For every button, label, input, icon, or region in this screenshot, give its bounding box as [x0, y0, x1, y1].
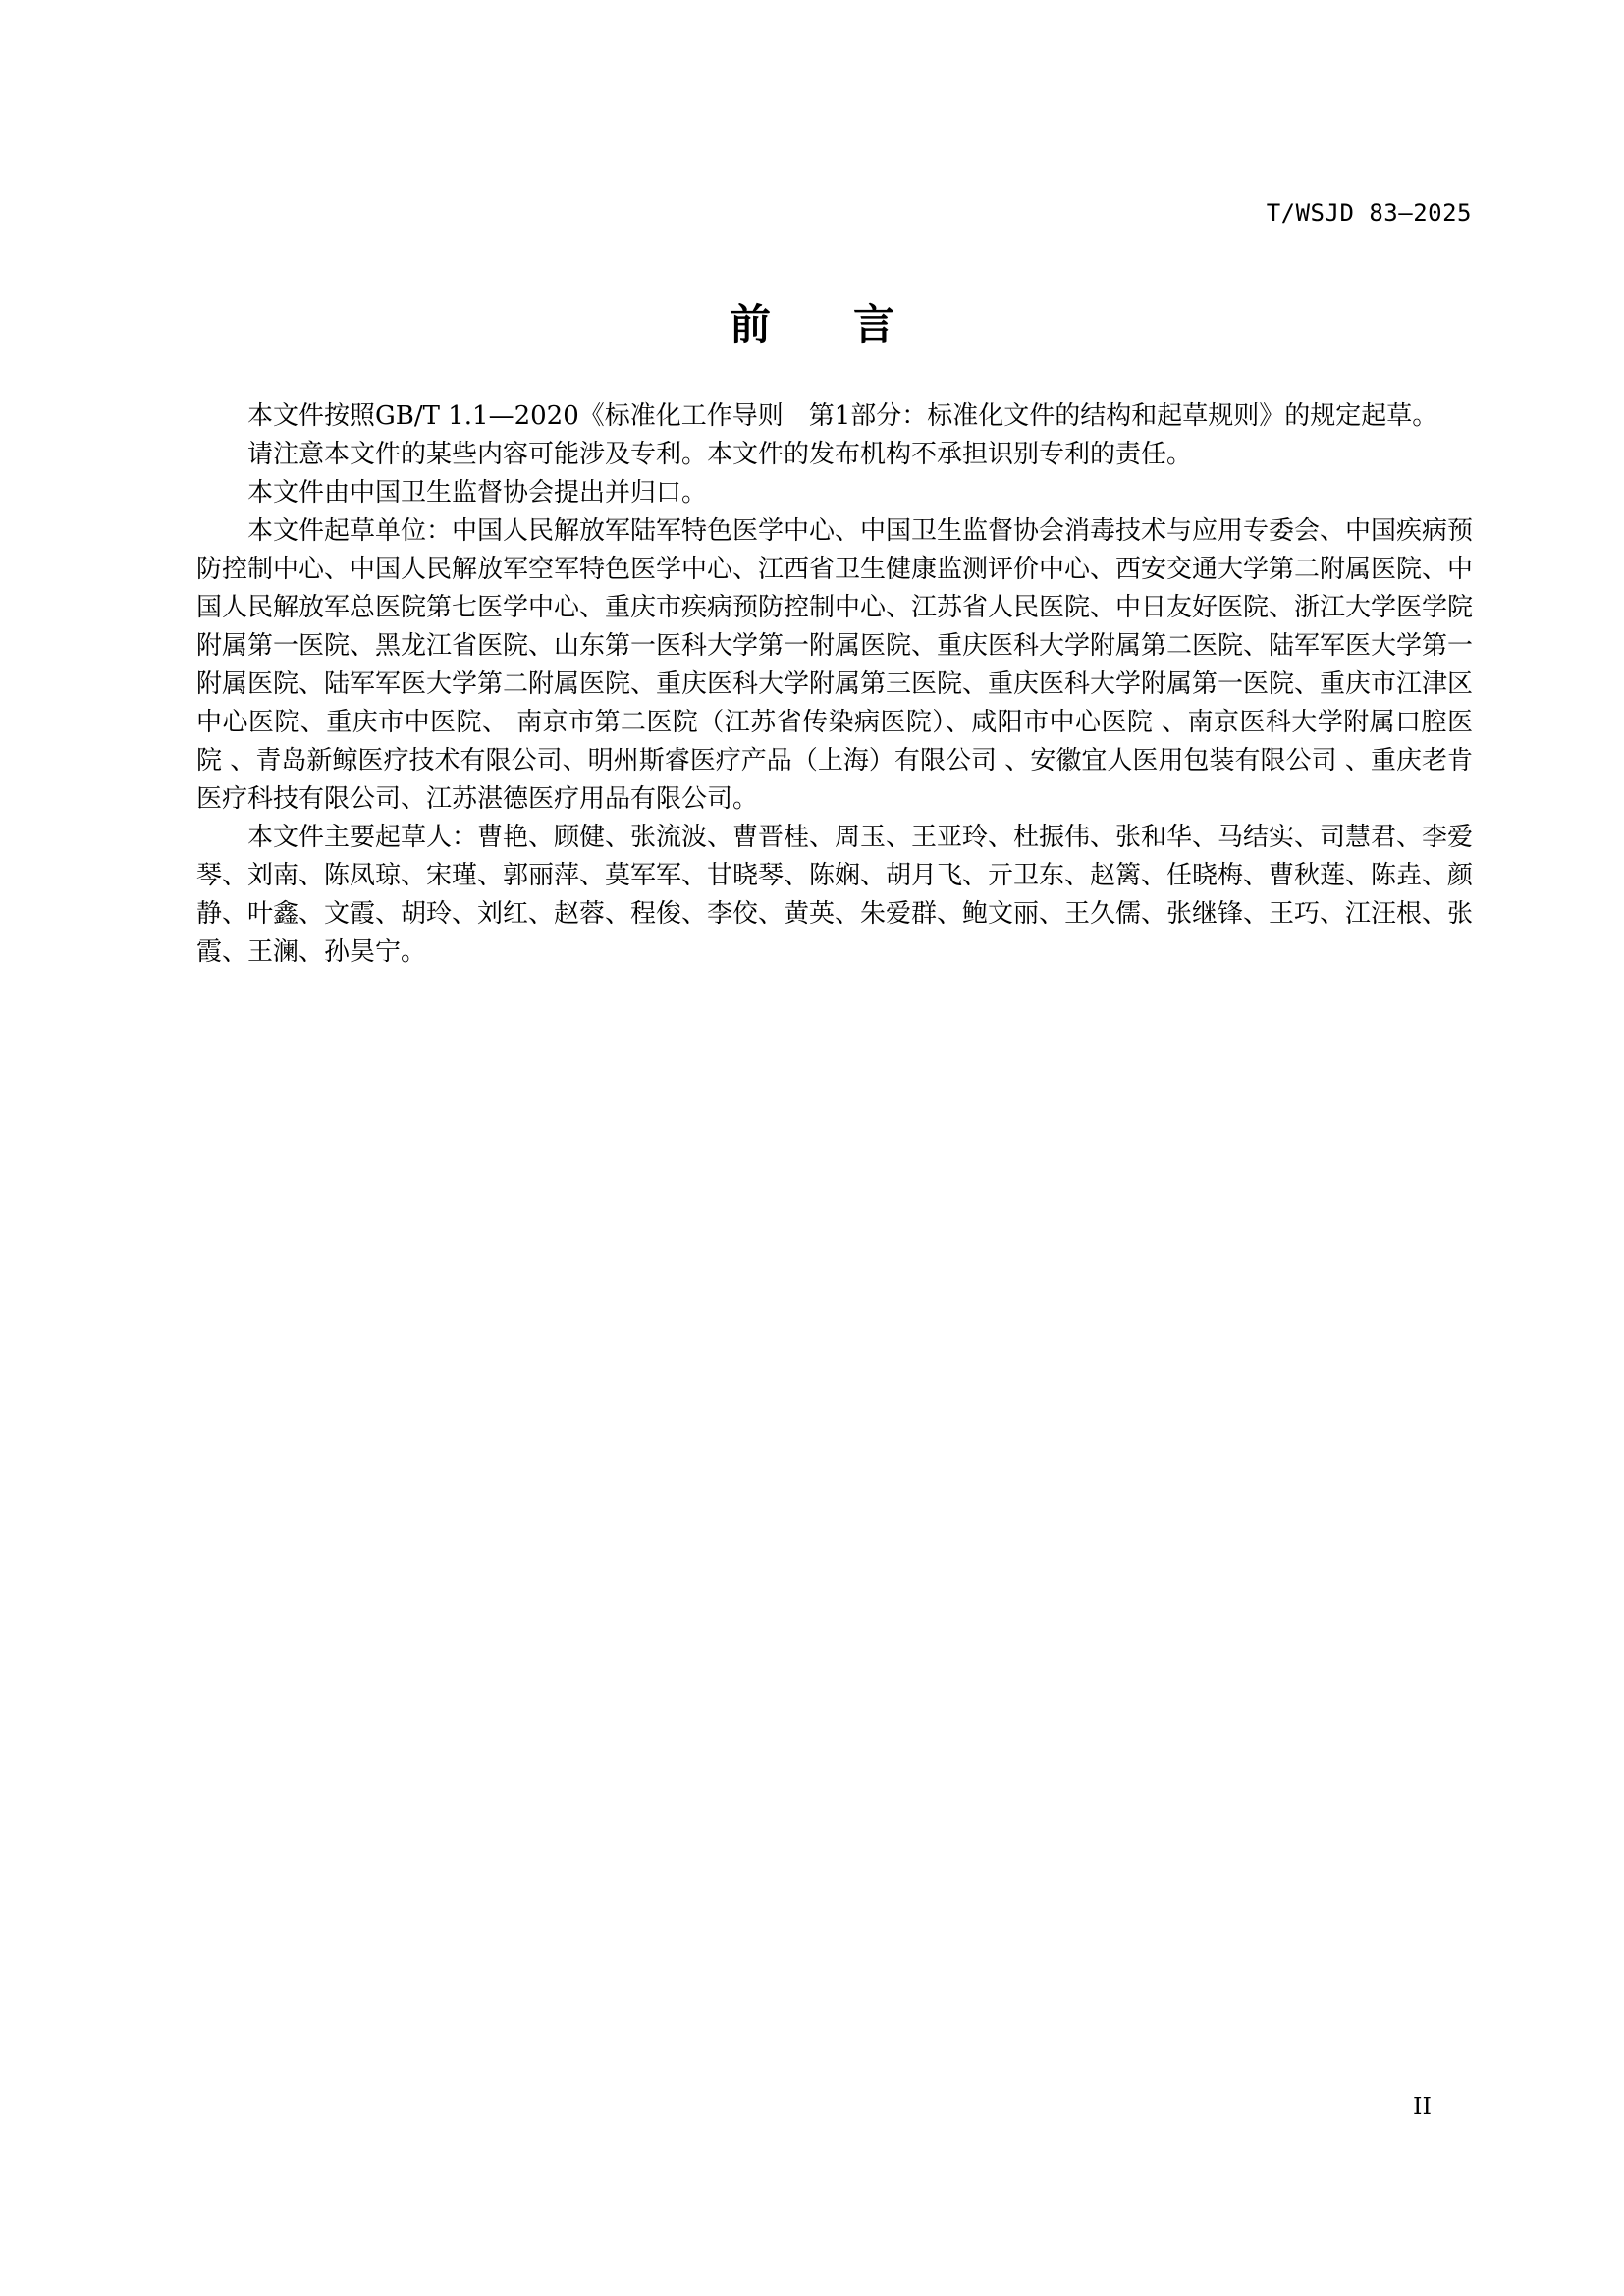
paragraph-drafters: 本文件主要起草人：曹艳、顾健、张流波、曹晋桂、周玉、王亚玲、杜振伟、张和华、马结实、司慧君、李爱琴、刘南、陈凤琼、宋瑾、郭丽萍、莫军军、甘晓琴、陈娴、胡月飞、亓卫东、赵篱、任晓梅、曹秋莲、陈垚、颜 静、叶鑫、文霞、胡玲、刘红、赵蓉、程俊、李佼、黄英、朱爱群、鲍文丽、王久儒、张继锋、王巧、江汪根、张霞、王澜、孙昊宁。 [196, 823, 1474, 967]
document-code: T/WSJD 83—2025 [1266, 199, 1472, 227]
page-title: 前 言 [729, 300, 894, 348]
foreword-body [196, 398, 1473, 972]
paragraph-proposer: 本文件由中国卫生监督协会提出并归口。 [247, 478, 708, 507]
page-number: II [1413, 2093, 1432, 2120]
paragraph-patent-notice: 请注意本文件的某些内容可能涉及专利。本文件的发布机构不承担识别专利的责任。 [247, 440, 1193, 469]
paragraph-drafting-units: 本文件起草单位：中国人民解放军陆军特色医学中心、中国卫生监督协会消毒技术与应用专委会、中国疾病预防控制中心、中国人民解放军空军特色医学中心、江西省卫生健康监测评价中心、西安交通大学第二附属医院、中国人民解放军总医院第七医学中心、重庆市疾病预防控制中心、江苏省人民医院、中日友好医院、浙江大学医学院附属第一医院、黑龙江省医院、山东第一医科大学第一附属医院、重庆医科大学附属第二医院、陆军军医大学第一附属医院、陆军军医大学第二附属医院、重庆医科大学附属第三医院、重庆医科大学附属第一医院、重庆市江津区中心医院、重庆市中医院、 南京市第二医院（江苏省传染病医院）、咸阳市中心医院 、南京医科大学附属口腔医院 、青岛新鲸医疗技术有限公司、明州斯睿医疗产品（上海）有限公司 、安徽宜人医用包装有限公司 、重庆老肯医疗科技有限公司、江苏湛德医疗用品有限公司。 [196, 516, 1474, 814]
paragraph-drafting-rules: 本文件按照GB/T 1.1—2020《标准化工作导则 第1部分：标准化文件的结构和起草规则》的规定起草。 [247, 401, 1438, 431]
